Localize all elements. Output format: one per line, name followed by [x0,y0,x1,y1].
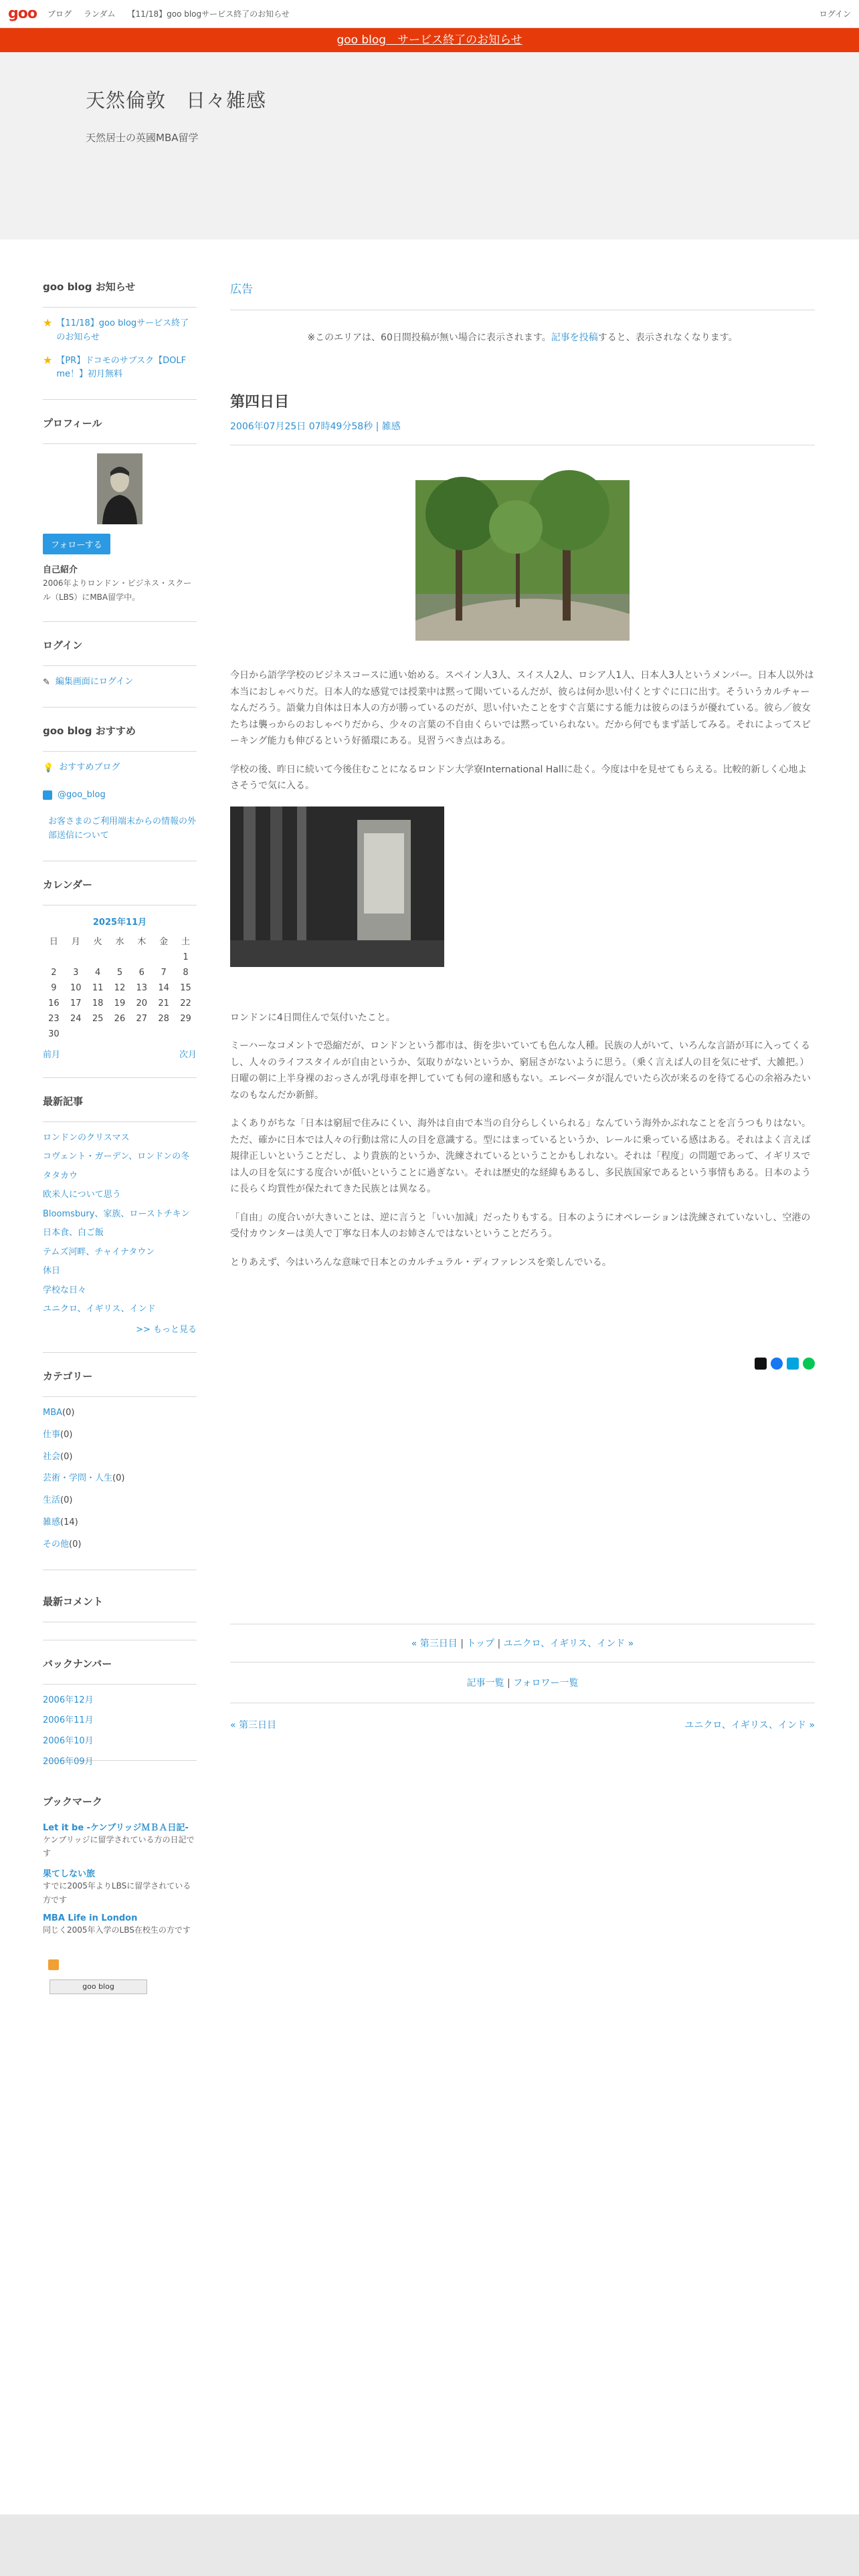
calendar-weekday: 土 [181,936,191,947]
calendar-weekday: 月 [71,936,80,947]
notice-link-2[interactable]: 【PR】ドコモのサブスク【DOLF me！】初月無料 [56,355,187,380]
external-info-link[interactable]: お客さまのご利用端末からの情報の外部送信について [48,817,197,841]
calendar-day: 15 [180,982,191,993]
calendar-day [153,1027,175,1042]
login-widget [43,621,197,689]
recent-comments-widget [43,1570,197,1622]
calendar-day: 1 [183,952,189,962]
category-count: (0) [62,1407,75,1418]
category-widget [43,1352,197,1552]
entry-meta [230,419,815,445]
calendar-day: 2 [51,967,57,978]
calendar-day: 23 [48,1013,60,1024]
meta-sep: | [373,421,382,432]
profile-widget [43,399,197,604]
recent-post-link[interactable]: 日本食、白ご飯 [43,1228,104,1239]
calendar-day [175,1027,197,1042]
widget-title: ログイン [43,638,197,666]
calendar-day: 14 [158,982,169,993]
calendar-day: 3 [73,967,79,978]
widget-title: goo blog お知らせ [43,280,197,308]
calendar-month[interactable]: 2025年11月 [92,917,147,928]
calendar-day: 16 [48,998,60,1008]
calendar-day: 24 [70,1013,82,1024]
bookmark-link[interactable]: MBA Life in London [43,1913,138,1924]
calendar-day: 18 [92,998,104,1008]
nav-blog[interactable]: ブログ [47,9,72,19]
recent-post-link[interactable]: ユニクロ、イギリス、インド [43,1304,156,1315]
calendar-day: 5 [116,967,123,978]
park-photo[interactable] [415,480,630,641]
category-count: (0) [60,1451,73,1462]
sidebar [43,280,197,2012]
calendar-day: 11 [92,982,104,993]
login-link[interactable]: ログイン [819,9,851,19]
calendar-day: 10 [70,982,82,993]
post-article-link[interactable]: 記事を投稿 [551,332,598,343]
calendar-day: 27 [136,1013,148,1024]
links-sep: | [504,1678,514,1689]
calendar-prev[interactable]: 前月 [43,1049,61,1060]
widget-title: 最新コメント [43,1594,197,1622]
footer [0,2514,859,2576]
widget-title: プロフィール [43,416,197,444]
next-link[interactable]: ユニクロ、イギリス、インド » [684,1720,815,1731]
calendar-day: 20 [136,998,148,1008]
backnumber-link[interactable]: 2006年11月 [43,1715,94,1726]
category-count: (0) [69,1539,82,1549]
recent-post-link[interactable]: Bloomsbury、家族、ローストチキン [43,1208,190,1219]
calendar-day [87,950,109,965]
facebook-share-icon[interactable] [771,1358,783,1370]
calendar-day: 6 [138,967,145,978]
calendar-day: 17 [70,998,82,1008]
service-end-banner [0,28,859,52]
calendar-day: 13 [136,982,148,993]
pager-sep: | [457,1638,467,1649]
category-count: (0) [60,1429,73,1440]
star-icon: ★ [43,353,53,366]
calendar-day [130,1027,153,1042]
recent-post-link[interactable]: ロンドンのクリスマス [43,1132,130,1143]
prev-entry-link[interactable]: « 第三日目 [411,1638,458,1649]
category-link[interactable]: 仕事 [43,1429,61,1440]
ad-text-before: ※このエリアは、60日間投稿が無い場合に表示されます。 [307,332,551,343]
goo-logo[interactable]: goo [8,5,37,22]
top-nav [47,8,290,19]
calendar-day [109,950,131,965]
calendar-day: 7 [161,967,167,978]
nav-random[interactable]: ランダム [84,9,116,19]
widget-title: バックナンバー [43,1656,197,1685]
recent-post-link[interactable]: 学校な日々 [43,1285,87,1295]
calendar-day [65,950,87,965]
entry-paragraph: ミーハーなコメントで恐縮だが、ロンドンという都市は、街を歩いていても色んな人種。民族の人がいて、いろんな言語が耳に入ってくるし、人々のライフスタイルが自由というか、気取りがないというか、窮屈さがないように思う。（乗く言えば人の目を気にせず、大雑把。）日曜の朝に上半身裸のおっさんが乳母車を押していても何の違和感もない。エレベータが混んでいたら次が来るのを待てる心の余裕みたいなのもなんだか新鮮。 [230,1041,811,1101]
ad-text-after: すると、表示されなくなります。 [597,332,738,343]
more-link[interactable]: >> もっと見る [136,1324,197,1335]
calendar-day: 25 [92,1013,104,1024]
top-bar [0,0,859,28]
calendar-weekday: 水 [115,936,124,947]
category-link[interactable]: 芸術・学問・人生 [43,1473,113,1484]
entry-paragraph: 今日から語学学校のビジネスコースに通い始める。スペイン人3人、スイス人2人、ロシア人1人、日本人3人というメンバー。日本人以外は本当におしゃべりだ。日本人的な感覚では授業中は黙って聞いているんだが、彼らは何か思い付くとすぐに口に出す。そういうカルチャーなんだろう。語彙力自体は日本人の方が勝っているのだが、思い付いたことをすぐ言葉にする能力は彼らのほうが優れている。彼ら／彼女たちは襲っからのおしゃべりだから、少々の言葉の不自由くらいでは黙っていられない。だから何でもまず話してみる。それによってスピーキング能力も伸びるという好循環にある。見習うべき点はある。 [230,670,814,746]
entry-paragraph: 「自由」の度合いが大きいことは、逆に言うと「いい加減」だったりもする。日本のようにオペレーションは洗練されていないし、空港の受付カウンターは美人で丁寧な日本人のお姉さんではないということだろう。 [230,1212,811,1239]
calendar-day [87,1027,109,1042]
nav-service-end-notice[interactable]: 【11/18】goo blogサービス終了のお知らせ [127,9,290,19]
category-link[interactable]: 生活 [43,1495,61,1506]
widget-title: ブックマーク [43,1795,102,1808]
next-entry-link[interactable]: ユニクロ、イギリス、インド » [503,1638,634,1649]
entry-paragraph: 学校の後、昨日に続いて今後住むことになるロンドン大学寮International Hallに赴く。今度は中を見せてもらえる。比較的新しく心地よさそうで気に入る。 [230,764,807,791]
entry-title[interactable]: 第四日目 [230,394,290,411]
lightbulb-icon: 💡 [43,762,54,773]
blog-title[interactable]: 天然倫敦 日々雑感 [86,89,267,112]
recommend-blog-link[interactable]: おすすめブログ [59,762,120,772]
line-share-icon[interactable] [803,1358,815,1370]
calendar-weekday: 日 [49,936,58,947]
edit-login-link[interactable]: 編集画面にログイン [55,676,134,687]
entry-date[interactable]: 2006年07月25日 07時49分58秒 [230,421,373,432]
prev-next-nav [230,1703,815,1746]
top-link[interactable]: トップ [466,1638,494,1649]
recent-posts-widget [43,1077,197,1335]
entry-paragraph: よくありがちな「日本は窮屈で住みにくい、海外は自由で本当の自分らしくいられる」なんていう海外かぶれなことを言うつもりはない。ただ、確かに日本では人々の行動は常に人の目を意識する。型にはまっているというか、レールに乗っている感はある。それはよく言えば規律正しいということだし、より貴族的というか、洗練されているということかもしれない。それは「程度」の問題であって、イギリスでは人の目を気にする度合いが低いということに過ぎない。それは歴史的な経緯もあるし、多民族国家であるという事情もある。日本のように長らく均質性が保たれてきた民族とは異なる。 [230,1118,811,1194]
calendar-day [109,1027,131,1042]
notice-link-1[interactable]: 【11/18】goo blogサービス終了のお知らせ [56,318,189,342]
profile-photo [97,453,142,524]
list-links [230,1662,815,1703]
building-photo[interactable] [230,807,444,967]
calendar-day: 9 [51,982,57,993]
calendar-day: 21 [158,998,169,1008]
recent-post-link[interactable]: 休日 [43,1266,61,1277]
article-list-link[interactable]: 記事一覧 [466,1678,504,1689]
bookmark-link[interactable]: Let it be -ケンブリッジＭＢＡ日記- [43,1822,189,1833]
calendar-weekday: 木 [137,936,147,947]
category-link[interactable]: 雑感 [43,1517,61,1527]
share-buttons [230,1358,815,1370]
star-icon: ★ [43,316,53,329]
hatena-share-icon[interactable] [787,1358,799,1370]
calendar-day [153,950,175,965]
bookmark-link[interactable]: 果てしない旅 [43,1869,96,1880]
backnumber-link[interactable]: 2006年09月 [43,1756,94,1767]
prev-link[interactable]: « 第三日目 [230,1720,277,1731]
bookmark-desc: 同じく2005年入学のLBS在校生の方です [43,1925,191,1935]
widget-title: goo blog おすすめ [43,724,197,752]
widget-title: カレンダー [43,877,197,905]
entry-pager [230,1624,815,1662]
entry-paragraph: ロンドンに4日間住んで気付いたこと。 [230,1012,395,1023]
follower-list-link[interactable]: フォロワー一覧 [513,1678,579,1689]
calendar-weekday: 金 [159,936,169,947]
twitter-link[interactable]: @goo_blog [58,789,106,800]
calendar-day [130,950,153,965]
pager-sep: | [494,1638,504,1649]
profile-name: 自己紹介 [43,565,78,576]
backnumber-link[interactable]: 2006年12月 [43,1695,94,1705]
calendar-day [43,950,65,965]
recent-post-link[interactable]: テムズ河畔、チャイナタウン [43,1247,155,1257]
category-count: (0) [112,1473,125,1484]
category-link[interactable]: その他 [43,1539,70,1549]
bookmark-desc: ケンブリッジに留学されている方の日記です [43,1834,195,1858]
calendar-day: 29 [180,1013,191,1024]
calendar-day: 8 [183,967,189,978]
widget-title: カテゴリー [43,1369,197,1397]
calendar-day: 30 [48,1029,60,1039]
calendar-table [43,932,197,1042]
category-link[interactable]: MBA [43,1407,63,1418]
blog-entry [230,391,815,1370]
calendar-day [65,1027,87,1042]
calendar-day: 22 [180,998,191,1008]
calendar-day: 12 [114,982,126,993]
category-count: (14) [60,1517,78,1527]
entry-paragraph: とりあえず、今はいろんな意味で日本とのカルチュラル・ディファレンスを楽しんでいる。 [230,1257,611,1268]
backnumber-list[interactable] [43,1694,197,1767]
bookmark-widget [43,1778,197,1995]
x-share-icon[interactable] [755,1358,767,1370]
ad-title: 広告 [230,280,815,310]
service-end-link[interactable]: goo blog サービス終了のお知らせ [337,33,522,47]
blog-subtitle: 天然居士の英國MBA留学 [86,132,199,144]
backnumber-widget [43,1640,197,1767]
recent-post-link[interactable]: タタカウ [43,1170,78,1181]
rss-icon[interactable] [48,1959,59,1970]
bookmark-desc: すでに2005年よりLBSに留学されている方です [43,1881,191,1905]
main-content [230,280,815,2012]
profile-desc: 2006年よりロンドン・ビジネス・スクール（LBS）にMBA留学中。 [43,578,192,602]
recommend-widget [43,707,197,843]
recent-post-link[interactable]: コヴェント・ガーデン、ロンドンの冬 [43,1152,190,1162]
category-count: (0) [60,1495,73,1506]
calendar-day: 26 [114,1013,126,1024]
calendar-next[interactable]: 次月 [179,1049,197,1060]
calendar-day: 4 [94,967,101,978]
blog-header [0,52,859,239]
entry-category[interactable]: 雑感 [381,421,401,432]
twitter-icon [43,790,52,800]
calendar-weekday: 火 [93,936,102,947]
calendar-widget [43,861,197,1060]
recent-post-link[interactable]: 欧米人について思う [43,1190,121,1200]
backnumber-link[interactable]: 2006年10月 [43,1736,94,1747]
category-link[interactable]: 社会 [43,1451,61,1462]
goo-blog-badge[interactable]: goo blog [50,1979,147,1994]
calendar-day: 19 [114,998,126,1008]
pencil-icon: ✎ [43,677,50,687]
calendar-day: 28 [158,1013,169,1024]
widget-title: 最新記事 [43,1094,197,1122]
follow-button[interactable]: フォローする [43,534,110,554]
ad-notice [230,330,815,344]
goo-notice-widget [43,280,197,382]
